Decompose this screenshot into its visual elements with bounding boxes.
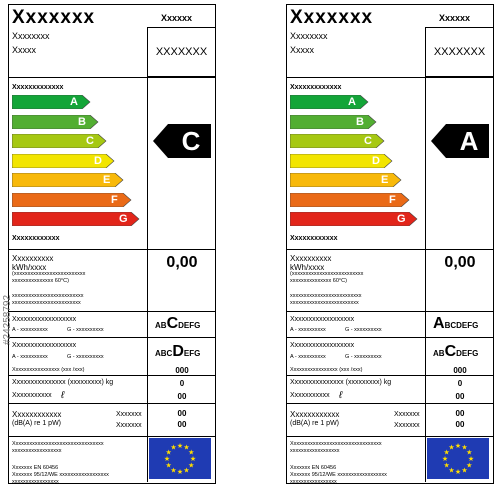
flag-star: ★ <box>441 455 449 463</box>
scale-bottom-text: Xxxxxxxxxxxx <box>290 235 338 242</box>
class-bar-a <box>12 95 91 109</box>
flag-star: ★ <box>183 443 190 452</box>
class-bar-g <box>290 212 418 226</box>
supplier-text: Xxxxxxxx <box>290 31 328 41</box>
spin-speed-value: 000 <box>175 366 189 375</box>
noise-value: 00 <box>455 420 465 429</box>
noise-value: 00 <box>455 409 465 418</box>
water-value: 00 <box>177 392 187 401</box>
water-value: 00 <box>455 392 465 401</box>
noise-row-label: Xxxxxxx <box>394 422 420 429</box>
footer-text: xxxxxxxxxxxxxxxxxx <box>12 448 62 454</box>
divider <box>287 337 493 338</box>
classes-before: AB <box>433 349 445 358</box>
classes-after: DEFG <box>456 349 479 358</box>
class-letter: F <box>389 193 396 206</box>
noise-unit: (dB(A) re 1 pW) <box>12 420 62 427</box>
capacity-value: 0 <box>179 379 185 388</box>
flag-star: ★ <box>467 455 475 463</box>
classes-after: DEFG <box>178 321 201 330</box>
divider <box>287 436 493 437</box>
footer-text: Xxxxxxx EN 60456 <box>290 465 337 471</box>
rating-arrow <box>431 124 491 158</box>
classes-before: AB <box>155 321 167 330</box>
footer-text: Xxxxxxx EN 60456 <box>12 465 59 471</box>
divider <box>287 311 493 312</box>
energy-title: Xxxxxxxxxx <box>12 254 54 263</box>
flag-star: ★ <box>443 461 450 470</box>
class-bar-e <box>290 173 402 187</box>
water-unit: ℓ <box>339 390 343 401</box>
class-bar-d <box>12 154 115 168</box>
flag-star: ★ <box>461 443 468 452</box>
flag-star: ★ <box>466 448 473 457</box>
energy-unit: kWh/xxxx <box>12 263 47 272</box>
footer-text: Xxxxxxxxxxxxxxxxxxxxxxxxxxxxxxxxx <box>290 441 382 447</box>
flag-star: ★ <box>163 455 171 463</box>
footer-text: xxxxxxxxxxxxxxxxx <box>12 479 59 485</box>
perf-g-text: G - xxxxxxxxxx <box>345 354 382 360</box>
scale-top-text: Xxxxxxxxxxxxx <box>12 84 64 91</box>
energy-note: (xxxxxxxxxxxxxxxxxxxxxxxxxx <box>290 271 364 277</box>
classes-after: EFG <box>183 349 201 358</box>
noise-unit: (dB(A) re 1 pW) <box>290 420 340 427</box>
flag-star: ★ <box>461 466 468 475</box>
scale-bottom-text: Xxxxxxxxxxxx <box>12 235 60 242</box>
class-letter: A <box>348 96 356 108</box>
eu-flag-stars <box>149 438 211 479</box>
energy-title: Xxxxxxxxxx <box>290 254 332 263</box>
rating-letter: A <box>459 126 479 156</box>
class-letter: F <box>111 193 118 206</box>
class-bar-c <box>290 134 385 148</box>
divider <box>287 375 493 376</box>
capacity-label: Xxxxxxxxxxxxxxx (xxxxxxxxx) kg <box>290 379 392 386</box>
class-letter: E <box>103 174 111 186</box>
divider <box>287 249 493 250</box>
flag-star: ★ <box>188 448 195 457</box>
brand-text: XXXXXXX <box>155 46 208 58</box>
class-letter: G <box>119 213 128 225</box>
eu-flag-stars <box>427 438 489 479</box>
rating-arrow <box>153 124 213 158</box>
perf-a-text: A - xxxxxxxxxx <box>290 327 326 333</box>
class-bar-d <box>290 154 393 168</box>
noise-value: 00 <box>177 420 187 429</box>
energy-value: 0,00 <box>166 254 198 271</box>
energy-label-left <box>8 4 216 484</box>
divider <box>9 436 215 437</box>
flag-star: ★ <box>183 466 190 475</box>
scale-top-text: Xxxxxxxxxxxxx <box>290 84 342 91</box>
class-letter: D <box>94 154 102 167</box>
perf-g-text: G - xxxxxxxxxx <box>345 327 382 333</box>
flag-star: ★ <box>170 466 177 475</box>
flag-star: ★ <box>165 461 172 470</box>
flag-star: ★ <box>466 461 473 470</box>
divider <box>9 311 215 312</box>
perf-g-text: G - xxxxxxxxxx <box>67 327 104 333</box>
divider <box>9 337 215 338</box>
flag-star: ★ <box>176 442 184 450</box>
divider <box>9 249 215 250</box>
flag-star: ★ <box>448 466 455 475</box>
spin-performance-classes <box>433 343 478 361</box>
flag-star: ★ <box>188 461 195 470</box>
brand-box <box>425 27 494 77</box>
perf-g-text: G - xxxxxxxxxx <box>67 354 104 360</box>
footer-text: Xxxxxxx 95/12/WE xxxxxxxxxxxxxxxxxx <box>290 472 387 478</box>
water-label: Xxxxxxxxxxx <box>12 392 52 399</box>
noise-title: Xxxxxxxxxxxx <box>12 410 62 419</box>
class-letter: E <box>381 174 389 186</box>
class-letter: A <box>70 96 78 108</box>
class-letter: B <box>78 115 86 128</box>
class-bar-b <box>290 115 377 129</box>
brand-text: XXXXXXX <box>433 46 486 58</box>
spin-performance-classes <box>155 343 200 361</box>
divider <box>287 403 493 404</box>
header-right-text: Xxxxxx <box>161 13 193 23</box>
divider <box>9 403 215 404</box>
class-bar-b <box>12 115 99 129</box>
energy-unit: kWh/xxxx <box>290 263 325 272</box>
energy-note: (xxxxxxxxxxxxxxxxxxxxxxxxxx <box>12 271 86 277</box>
supplier-text: Xxxxxxxx <box>12 31 50 41</box>
footer-text: Xxxxxxxxxxxxxxxxxxxxxxxxxxxxxxxxx <box>12 441 104 447</box>
model-text: Xxxxx <box>12 45 37 55</box>
water-label: Xxxxxxxxxxx <box>290 392 330 399</box>
classes-after: BCDEFG <box>444 321 479 330</box>
flag-star: ★ <box>189 455 197 463</box>
rating-letter: C <box>181 126 201 156</box>
header-right-text: Xxxxxx <box>439 13 471 23</box>
noise-row-label: Xxxxxxx <box>116 411 142 418</box>
flag-star: ★ <box>443 448 450 457</box>
label-title: Xxxxxxx <box>12 7 96 28</box>
divider <box>287 77 493 78</box>
water-unit: ℓ <box>61 390 65 401</box>
class-letter: C <box>364 135 372 147</box>
spin-speed-value: 000 <box>453 366 467 375</box>
energy-note: xxxxxxxxxxxxxxx 60°C) <box>290 278 347 284</box>
wash-performance-classes <box>155 315 200 333</box>
noise-value: 00 <box>177 409 187 418</box>
class-highlight: A <box>433 315 445 332</box>
class-bar-f <box>12 193 132 207</box>
wash-performance-title: Xxxxxxxxxxxxxxxxxx <box>290 316 355 323</box>
flag-star: ★ <box>170 443 177 452</box>
capacity-label: Xxxxxxxxxxxxxxx (xxxxxxxxx) kg <box>12 379 114 386</box>
flag-star: ★ <box>176 468 184 476</box>
spin-performance-title: Xxxxxxxxxxxxxxxxxx <box>290 342 355 349</box>
class-bar-c <box>12 134 107 148</box>
spin-performance-title: Xxxxxxxxxxxxxxxxxx <box>12 342 77 349</box>
energy-value: 0,00 <box>444 254 476 271</box>
eu-flag <box>427 438 489 479</box>
eu-flag <box>149 438 211 479</box>
classes-before: ABC <box>155 349 173 358</box>
energy-note: xxxxxxxxxxxxxxxxxxxxxxxxxx <box>290 293 362 299</box>
capacity-value: 0 <box>457 379 463 388</box>
flag-star: ★ <box>448 443 455 452</box>
noise-row-label: Xxxxxxx <box>394 411 420 418</box>
energy-note: xxxxxxxxxxxxxxx 60°C) <box>12 278 69 284</box>
model-text: Xxxxx <box>290 45 315 55</box>
class-bar-f <box>290 193 410 207</box>
brand-box <box>147 27 216 77</box>
flag-star: ★ <box>454 442 462 450</box>
flag-star: ★ <box>165 448 172 457</box>
class-bar-a <box>290 95 369 109</box>
noise-row-label: Xxxxxxx <box>116 422 142 429</box>
spin-speed-label: Xxxxxxxxxxxxxxxxx (xxx /xxx) <box>12 367 85 373</box>
perf-a-text: A - xxxxxxxxxx <box>290 354 326 360</box>
class-bar-g <box>12 212 140 226</box>
energy-note: xxxxxxxxxxxxxxxxxxxxxxxxx <box>12 300 81 306</box>
energy-note: xxxxxxxxxxxxxxxxxxxxxxxxxx <box>12 293 84 299</box>
class-arrow <box>290 95 369 109</box>
class-highlight: D <box>172 343 184 360</box>
wash-performance-classes <box>433 315 478 333</box>
footer-text: Xxxxxxx 95/12/WE xxxxxxxxxxxxxxxxxx <box>12 472 109 478</box>
class-letter: G <box>397 213 406 225</box>
energy-note: xxxxxxxxxxxxxxxxxxxxxxxxx <box>290 300 359 306</box>
energy-label-right <box>286 4 494 484</box>
wash-performance-title: Xxxxxxxxxxxxxxxxxx <box>12 316 77 323</box>
label-title: Xxxxxxx <box>290 7 374 28</box>
perf-a-text: A - xxxxxxxxxx <box>12 354 48 360</box>
spin-speed-label: Xxxxxxxxxxxxxxxxx (xxx /xxx) <box>290 367 363 373</box>
class-letter: D <box>372 154 380 167</box>
perf-a-text: A - xxxxxxxxxx <box>12 327 48 333</box>
class-highlight: C <box>166 315 179 332</box>
divider <box>9 77 215 78</box>
footer-text: xxxxxxxxxxxxxxxxxx <box>290 448 340 454</box>
divider <box>9 375 215 376</box>
class-arrow <box>12 95 91 109</box>
class-highlight: C <box>444 343 457 360</box>
class-bar-e <box>12 173 124 187</box>
class-letter: B <box>356 115 364 128</box>
class-letter: C <box>86 135 94 147</box>
noise-title: Xxxxxxxxxxxx <box>290 410 340 419</box>
watermark: #24258792 <box>2 294 13 345</box>
footer-text: xxxxxxxxxxxxxxxxx <box>290 479 337 485</box>
flag-star: ★ <box>454 468 462 476</box>
